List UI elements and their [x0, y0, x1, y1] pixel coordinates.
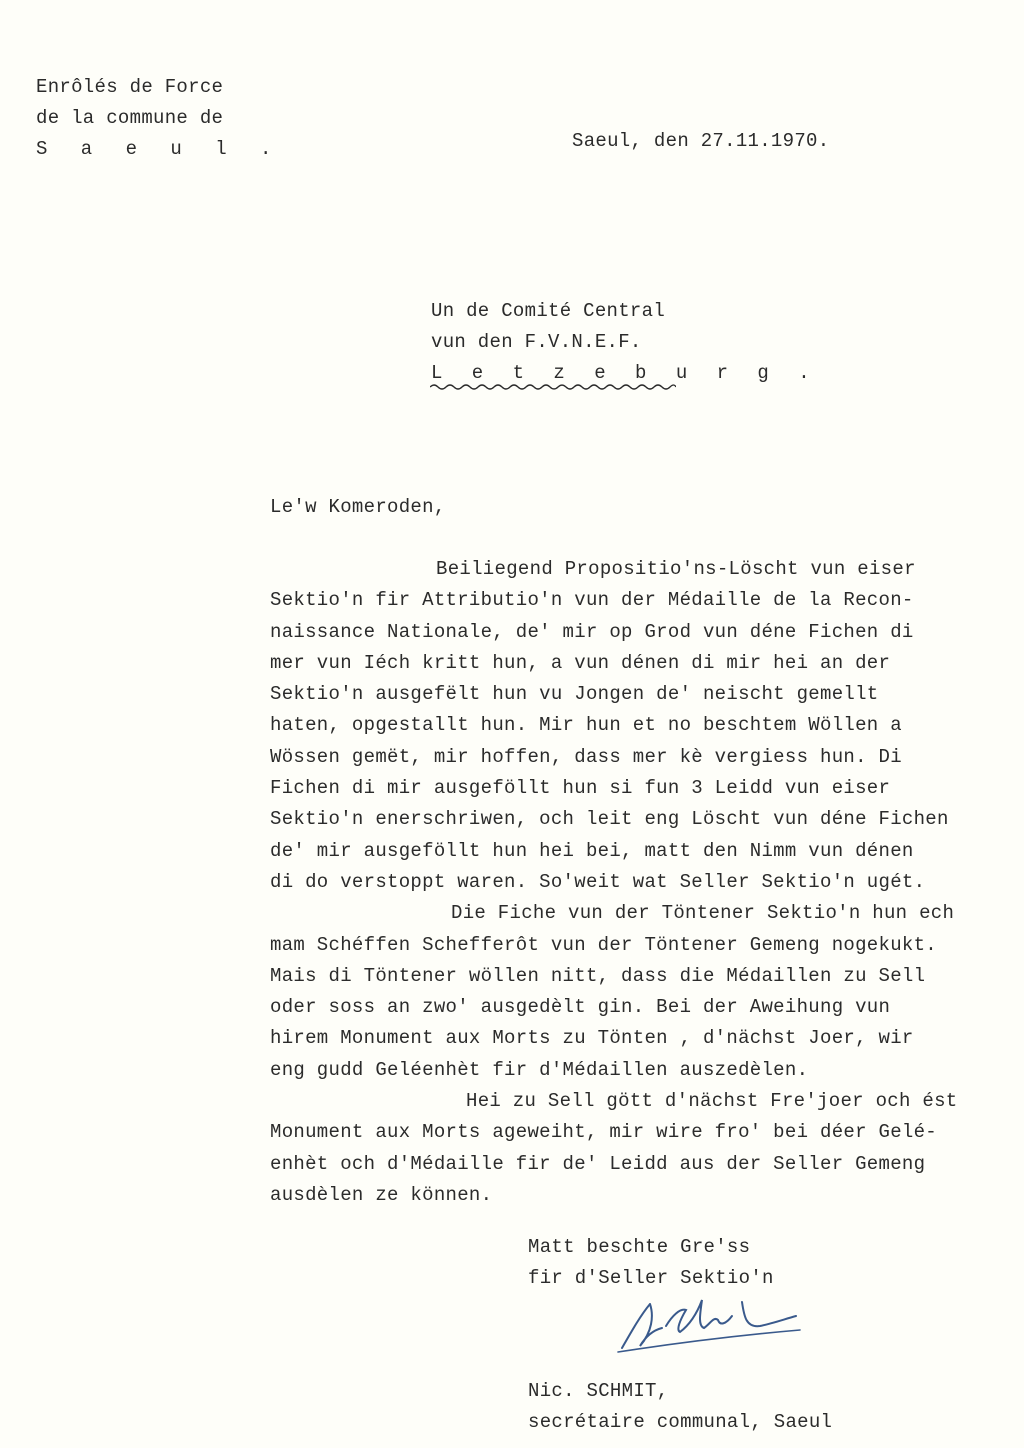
body-line: mam Schéffen Schefferôt vun der Töntener Gemeng nogekukt.	[270, 933, 938, 956]
closing-line-1: Matt beschte Gre'ss	[528, 1236, 751, 1258]
letter-body	[270, 554, 1010, 1211]
signer-name: Nic. SCHMIT,	[528, 1380, 669, 1402]
body-line: ausdèlen ze können.	[270, 1183, 493, 1206]
closing-block	[528, 1232, 774, 1294]
body-line: haten, opgestallt hun. Mir hun et no beschtem Wöllen a	[270, 714, 902, 737]
salutation: Le'w Komeroden,	[270, 496, 446, 518]
handwritten-signature	[610, 1286, 810, 1358]
body-line: Die Fiche vun der Töntener Sektio'n hun ech	[451, 902, 955, 925]
body-line: Beiliegend Propositio'ns-Löscht vun eiser	[436, 558, 916, 580]
signer-title: secrétaire communal, Saeul	[528, 1411, 833, 1433]
recipient-line-1: Un de Comité Central	[431, 300, 666, 322]
recipient-line-2: vun den F.V.N.E.F.	[431, 331, 642, 353]
wavy-underline	[430, 382, 676, 392]
sender-block	[36, 72, 282, 165]
body-line: naissance Nationale, de' mir op Grod vun déne Fichen di	[270, 620, 914, 643]
body-line: de' mir ausgeföllt hun hei bei, matt den Nimm vun dénen	[270, 839, 914, 862]
body-line: Sektio'n ausgefëlt hun vu Jongen de' neischt gemellt	[270, 683, 879, 706]
letter-date: Saeul, den 27.11.1970.	[572, 130, 830, 152]
recipient-block	[431, 296, 819, 389]
recipient-line-3: L e t z e b u r g .	[431, 362, 819, 384]
body-line: di do verstoppt waren. So'weit wat Seller Sektio'n ugét.	[270, 870, 926, 893]
sender-line-3: S a e u l .	[36, 138, 283, 160]
sender-line-2: de la commune de	[36, 107, 224, 129]
signer-block	[528, 1376, 832, 1438]
body-line: eng gudd Geléenhèt fir d'Médaillen auszedèlen.	[270, 1058, 809, 1081]
body-line: Monument aux Morts ageweiht, mir wire fro' bei déer Gelé-	[270, 1121, 938, 1144]
body-line: Sektio'n enerschriwen, och leit eng Löscht vun déne Fichen	[270, 808, 949, 831]
body-line: enhèt och d'Médaille fir de' Leidd aus der Seller Gemeng	[270, 1152, 926, 1175]
closing-line-2: fir d'Seller Sektio'n	[528, 1267, 774, 1289]
body-line: Sektio'n fir Attributio'n vun der Médaille de la Recon-	[270, 589, 914, 612]
body-line: hirem Monument aux Morts zu Tönten , d'nächst Joer, wir	[270, 1027, 914, 1050]
body-line: oder soss an zwo' ausgedèlt gin. Bei der Aweihung vun	[270, 996, 891, 1019]
body-line: Fichen di mir ausgeföllt hun si fun 3 Leidd vun eiser	[270, 777, 891, 800]
body-line: mer vun Iéch kritt hun, a vun dénen di mir hei an der	[270, 651, 891, 674]
body-line: Mais di Töntener wöllen nitt, dass die Médaillen zu Sell	[270, 964, 926, 987]
body-line: Wössen gemët, mir hoffen, dass mer kè vergiess hun. Di	[270, 745, 902, 768]
sender-line-1: Enrôlés de Force	[36, 76, 224, 98]
body-line: Hei zu Sell gött d'nächst Fre'joer och ést	[466, 1090, 958, 1113]
